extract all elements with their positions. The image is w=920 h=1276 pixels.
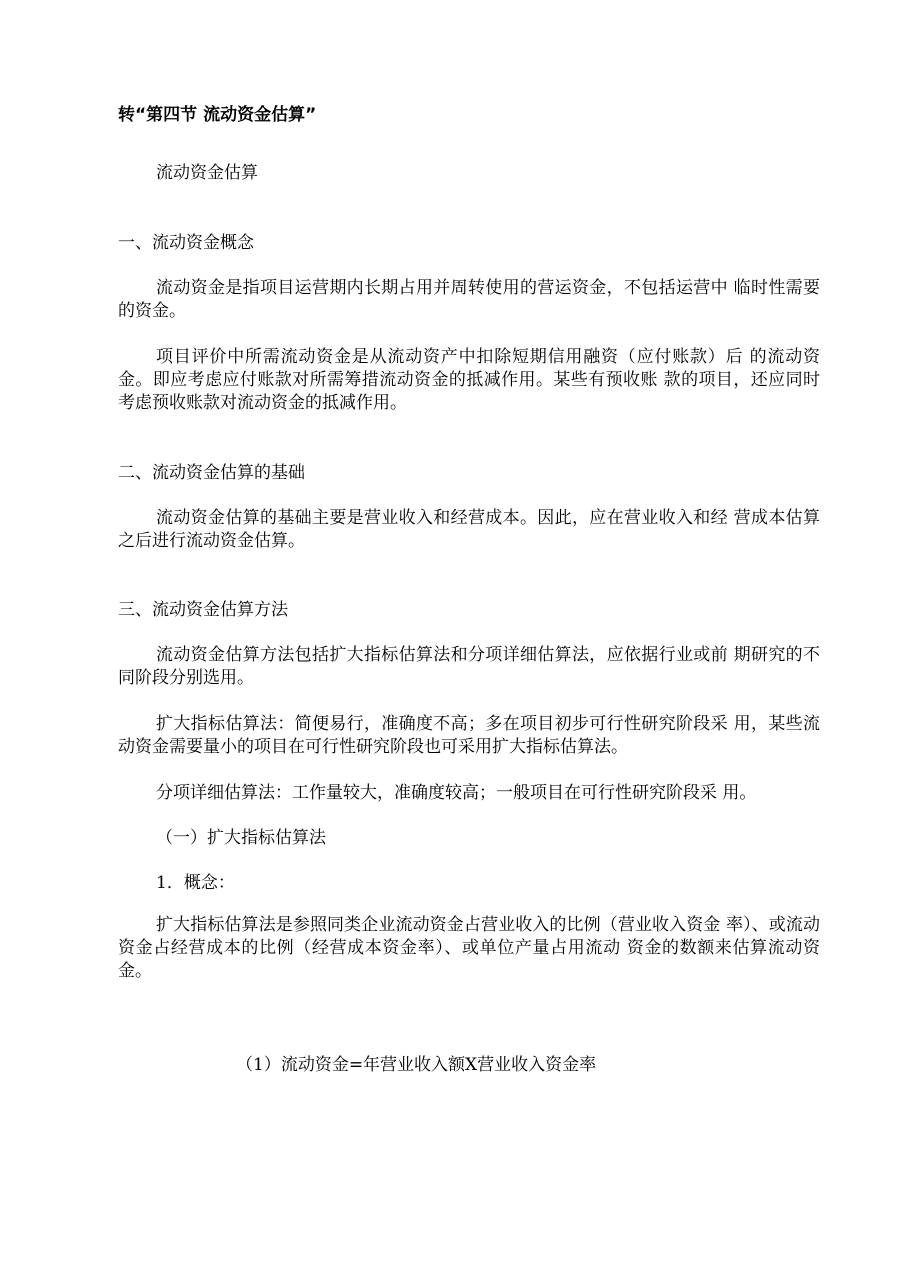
- section-heading-method: 三、流动资金估算方法: [118, 600, 288, 620]
- paragraph-expanded-concept: 扩大指标估算法是参照同类企业流动资金占营业收入的比例（营业收入资金 率）、或流动资金占经营成本的比例（经营成本资金率）、或单位产量占用流动 资金的数额来估算流动资金。: [118, 915, 820, 981]
- paragraph-method-2: 扩大指标估算法：简便易行，准确度不高；多在项目初步可行性研究阶段采 用，某些流动资金需要量小的项目在可行性研究阶段也可采用扩大指标估算法。: [118, 714, 820, 757]
- paragraph-concept-1: 流动资金是指项目运营期内长期占用并周转使用的营运资金，不包括运营中 临时性需要的资金。: [118, 278, 820, 321]
- section-heading-basis: 二、流动资金估算的基础: [118, 463, 305, 483]
- paragraph-basis-1: 流动资金估算的基础主要是营业收入和经营成本。因此，应在营业收入和经 营成本估算之后进行流动资金估算。: [118, 508, 820, 551]
- paragraph-concept-2: 项目评价中所需流动资金是从流动资产中扣除短期信用融资（应付账款）后 的流动资金。即应考虑应付账款对所需筹措流动资金的抵减作用。某些有预收账 款的项目，还应同时考虑预收账款对流动资金的抵减作用。: [118, 347, 820, 413]
- document-title: 转“第四节 流动资金估算”: [118, 105, 317, 125]
- formula-1: （1）流动资金=年营业收入额X营业收入资金率: [236, 1055, 597, 1075]
- section-subtitle: 流动资金估算: [156, 163, 258, 183]
- subsection-heading-expanded: （一）扩大指标估算法: [156, 828, 326, 848]
- item-heading-concept: 1．概念：: [156, 873, 235, 893]
- paragraph-method-3: 分项详细估算法：工作量较大，准确度较高；一般项目在可行性研究阶段采 用。: [156, 783, 757, 803]
- section-heading-concept: 一、流动资金概念: [118, 233, 254, 253]
- paragraph-method-1: 流动资金估算方法包括扩大指标估算法和分项详细估算法，应依据行业或前 期研究的不同阶段分别选用。: [118, 645, 820, 688]
